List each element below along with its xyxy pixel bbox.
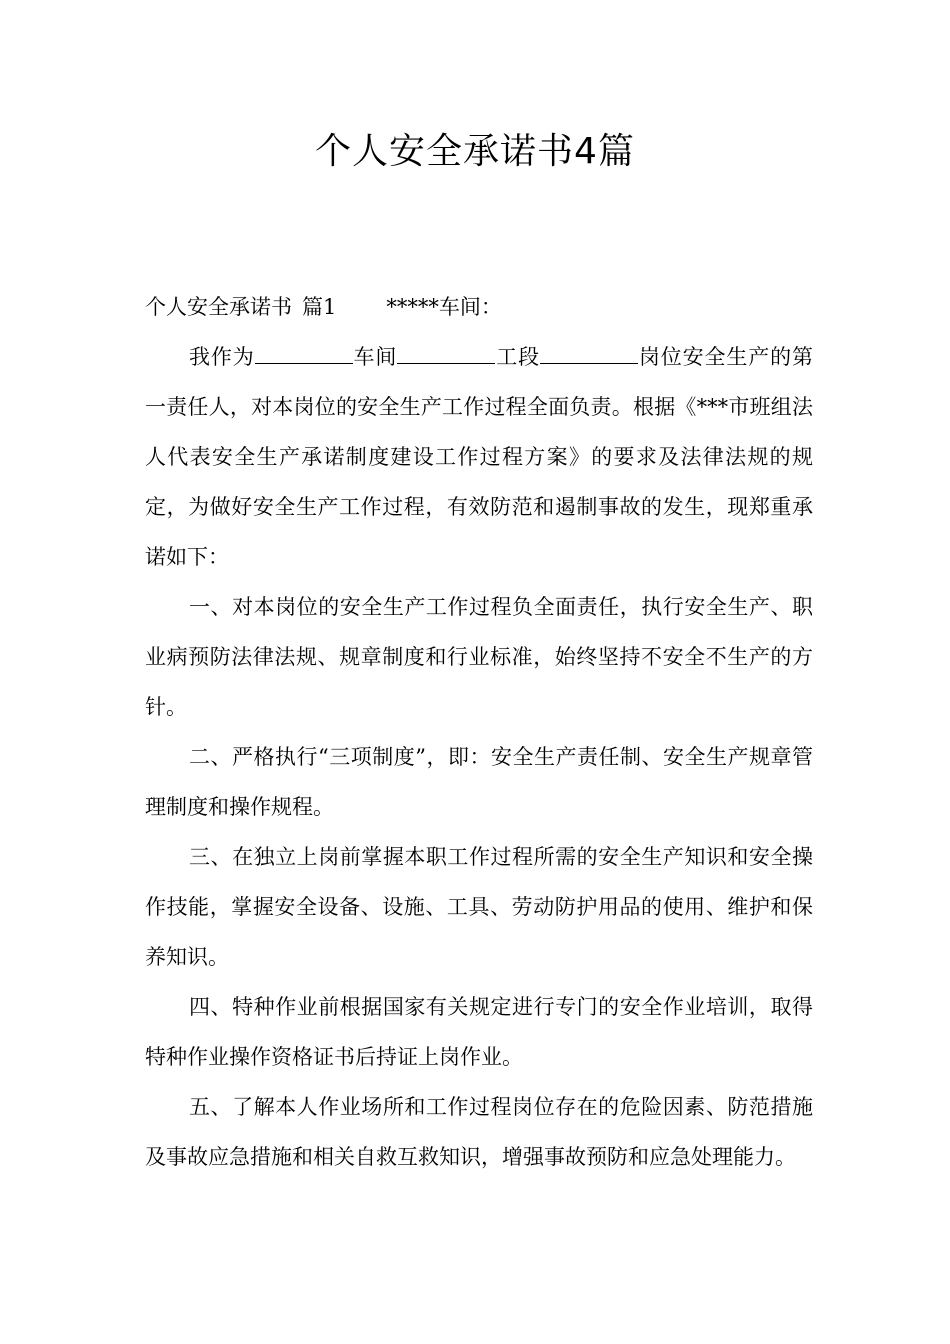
fill-blank-workshop <box>255 343 353 364</box>
commitment-item-5: 五、了解本人作业场所和工作过程岗位存在的危险因素、防范措施及事故应急措施和相关自救互救知识，增强事故预防和应急处理能力。 <box>145 1095 813 1169</box>
commitment-item-4: 四、特种作业前根据国家有关规定进行专门的安全作业培训，取得特种作业操作资格证书后持证上岗作业。 <box>145 995 813 1069</box>
section-number: 篇1 <box>302 295 337 319</box>
opening-paragraph <box>145 332 813 582</box>
commitment-item-2: 二、严格执行“三项制度”，即：安全生产责任制、安全生产规章管理制度和操作规程。 <box>145 745 813 819</box>
section-heading-line <box>145 282 813 332</box>
recipient: *****车间： <box>386 295 502 319</box>
opening-text-3: 工段 <box>495 345 540 369</box>
section-heading: 个人安全承诺书 <box>145 295 292 319</box>
commitment-item-3: 三、在独立上岗前掌握本职工作过程所需的安全生产知识和安全操作技能，掌握安全设备、设施、工具、劳动防护用品的使用、维护和保养知识。 <box>145 845 813 969</box>
opening-text-2: 车间 <box>352 345 398 369</box>
opening-text-1: 我作为 <box>189 345 255 369</box>
document-body <box>145 282 813 1182</box>
fill-blank-post <box>540 343 638 364</box>
fill-blank-section <box>397 343 495 364</box>
commitment-item-1: 一、对本岗位的安全生产工作过程负全面责任，执行安全生产、职业病预防法律法规、规章制度和行业标准，始终坚持不安全不生产的方针。 <box>145 595 813 719</box>
document-title: 个人安全承诺书4篇 <box>315 131 635 172</box>
opening-text-4: 岗位安全生产的第一责任人，对本岗位的安全生产工作过程全面负责。根据《***市班组法人代表安全生产承诺制度建设工作过程方案》的要求及法律法规的规定，为做好安全生产工作过程，有效防范和遏制事故的发生，现郑重承诺如下： <box>145 345 814 569</box>
